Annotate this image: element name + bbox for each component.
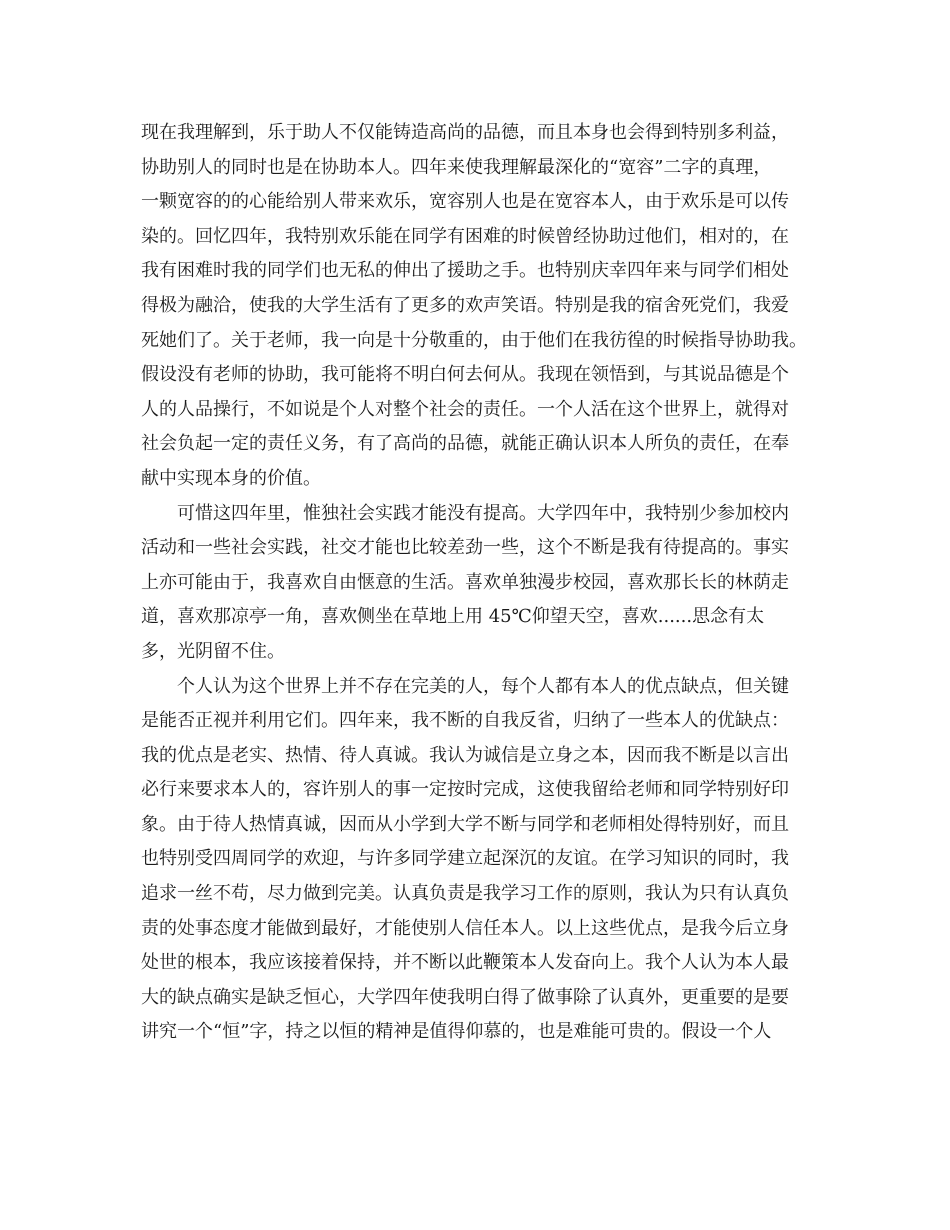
text-line: 道，喜欢那凉亭一角，喜欢侧坐在草地上用 45℃仰望天空，喜欢......思念有太 (141, 606, 765, 628)
text-line: 社会负起一定的责任义务，有了高尚的品德，就能正确认识本人所负的责任，在奉 (141, 433, 789, 455)
text-line: 一颗宽容的的心能给别人带来欢乐，宽容别人也是在宽容本人，由于欢乐是可以传 (141, 191, 789, 213)
text-line: 染的。回忆四年，我特别欢乐能在同学有困难的时候曾经协助过他们，相对的，在 (141, 225, 789, 247)
text-line: 现在我理解到，乐于助人不仅能铸造高尚的品德，而且本身也会得到特别多利益， (141, 122, 789, 143)
text-line: 人的人品操行，不如说是个人对整个社会的责任。一个人活在这个世界上，就得对 (141, 398, 789, 420)
text-line: 是能否正视并利用它们。四年来，我不断的自我反省，归纳了一些本人的优缺点： (141, 710, 789, 732)
paragraph-start-line: 个人认为这个世界上并不存在完美的人，每个人都有本人的优点缺点，但关键 (177, 675, 789, 697)
text-line: 协助别人的同时也是在协助本人。四年来使我理解最深化的“宽容”二字的真理， (141, 156, 772, 178)
text-line: 讲究一个“恒”字，持之以恒的精神是值得仰慕的，也是难能可贵的。假设一个人 (141, 1021, 772, 1043)
text-line: 活动和一些社会实践，社交才能也比较差劲一些，这个不断是我有待提高的。事实 (141, 537, 789, 559)
text-line: 假设没有老师的协助，我可能将不明白何去何从。我现在领悟到，与其说品德是个 (141, 364, 789, 386)
text-line: 多，光阴留不住。 (141, 640, 285, 662)
text-line: 处世的根本，我应该接着保持，并不断以此鞭策本人发奋向上。我个人认为本人最 (141, 952, 789, 974)
text-line: 死她们了。关于老师，我一向是十分敬重的，由于他们在我彷徨的时候指导协助我。 (141, 329, 807, 351)
text-line: 象。由于待人热情真诚，因而从小学到大学不断与同学和老师相处得特别好，而且 (141, 813, 789, 835)
document-body (141, 116, 821, 1050)
text-line: 得极为融洽，使我的大学生活有了更多的欢声笑语。特别是我的宿舍死党们，我爱 (141, 294, 789, 316)
text-line: 上亦可能由于，我喜欢自由惬意的生活。喜欢单独漫步校园，喜欢那长长的林荫走 (141, 571, 789, 593)
text-line: 必行来要求本人的，容许别人的事一定按时完成，这使我留给老师和同学特别好印 (141, 779, 789, 801)
text-line: 也特别受四周同学的欢迎，与许多同学建立起深沉的友谊。在学习知识的同时，我 (141, 848, 789, 870)
paragraph-start-line: 可惜这四年里，惟独社会实践才能没有提高。大学四年中，我特别少参加校内 (177, 502, 789, 524)
text-line: 我的优点是老实、热情、待人真诚。我认为诚信是立身之本，因而我不断是以言出 (141, 744, 789, 766)
text-line: 追求一丝不苟，尽力做到完美。认真负责是我学习工作的原则，我认为只有认真负 (141, 883, 789, 905)
text-line: 大的缺点确实是缺乏恒心，大学四年使我明白得了做事除了认真外，更重要的是要 (141, 986, 789, 1008)
text-line: 责的处事态度才能做到最好，才能使别人信任本人。以上这些优点，是我今后立身 (141, 917, 789, 939)
text-line: 我有困难时我的同学们也无私的伸出了援助之手。也特别庆幸四年来与同学们相处 (141, 260, 789, 282)
text-line: 献中实现本身的价值。 (141, 467, 321, 489)
